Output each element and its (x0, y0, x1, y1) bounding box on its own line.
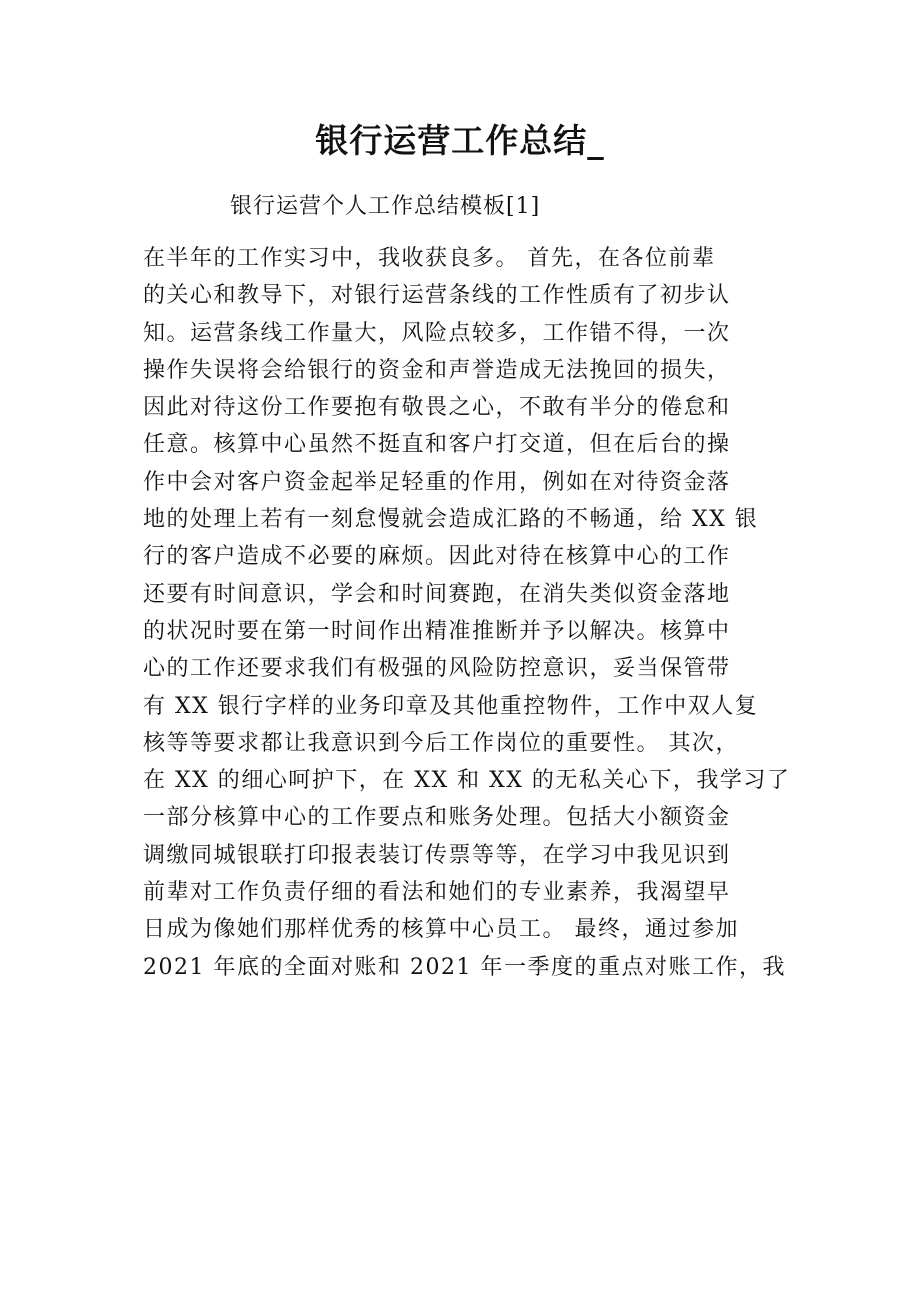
body-line: 在半年的工作实习中，我收获良多。 首先，在各位前辈 (143, 246, 716, 271)
body-line: 的状况时要在第一时间作出精准推断并予以解决。核算中 (143, 618, 731, 644)
body-line: 一部分核算中心的工作要点和账务处理。包括大小额资金 (143, 805, 731, 831)
body-line: 操作失误将会给银行的资金和声誉造成无法挽回的损失， (143, 357, 731, 383)
body-line: 核等等要求都让我意识到今后工作岗位的重要性。 其次， (143, 730, 739, 756)
body-line: 作中会对客户资金起举足轻重的作用，例如在对待资金落 (143, 469, 731, 495)
body-line: 因此对待这份工作要抱有敬畏之心，不敢有半分的倦怠和 (143, 395, 731, 421)
body-line: 地的处理上若有一刻怠慢就会造成汇路的不畅通，给 XX 银 (143, 507, 759, 533)
body-line: 的关心和教导下，对银行运营条线的工作性质有了初步认 (143, 283, 731, 309)
body-line: 在 XX 的细心呵护下，在 XX 和 XX 的无私关心下，我学习了 (143, 768, 791, 794)
body-line: 还要有时间意识，学会和时间赛跑，在消失类似资金落地 (143, 581, 731, 607)
body-line: 调缴同城银联打印报表装订传票等等，在学习中我见识到 (143, 842, 731, 868)
body-line: 日成为像她们那样优秀的核算中心员工。 最终，通过参加 (143, 917, 739, 943)
body-line: 2021 年底的全面对账和 2021 年一季度的重点对账工作，我 (143, 954, 786, 980)
body-line: 心的工作还要求我们有极强的风险防控意识，妥当保管带 (143, 656, 731, 682)
body-line: 前辈对工作负责仔细的看法和她们的专业素养，我渴望早 (143, 880, 731, 906)
body-line: 行的客户造成不必要的麻烦。因此对待在核算中心的工作 (143, 544, 731, 570)
body-line: 有 XX 银行字样的业务印章及其他重控物件，工作中双人复 (143, 693, 759, 719)
document-title: 银行运营工作总结_ (315, 121, 605, 160)
body-text (143, 240, 793, 986)
body-line: 任意。核算中心虽然不挺直和客户打交道，但在后台的操 (143, 432, 731, 458)
body-line: 知。运营条线工作量大，风险点较多，工作错不得，一次 (143, 320, 731, 346)
document-subtitle: 银行运营个人工作总结模板[1] (230, 194, 541, 219)
